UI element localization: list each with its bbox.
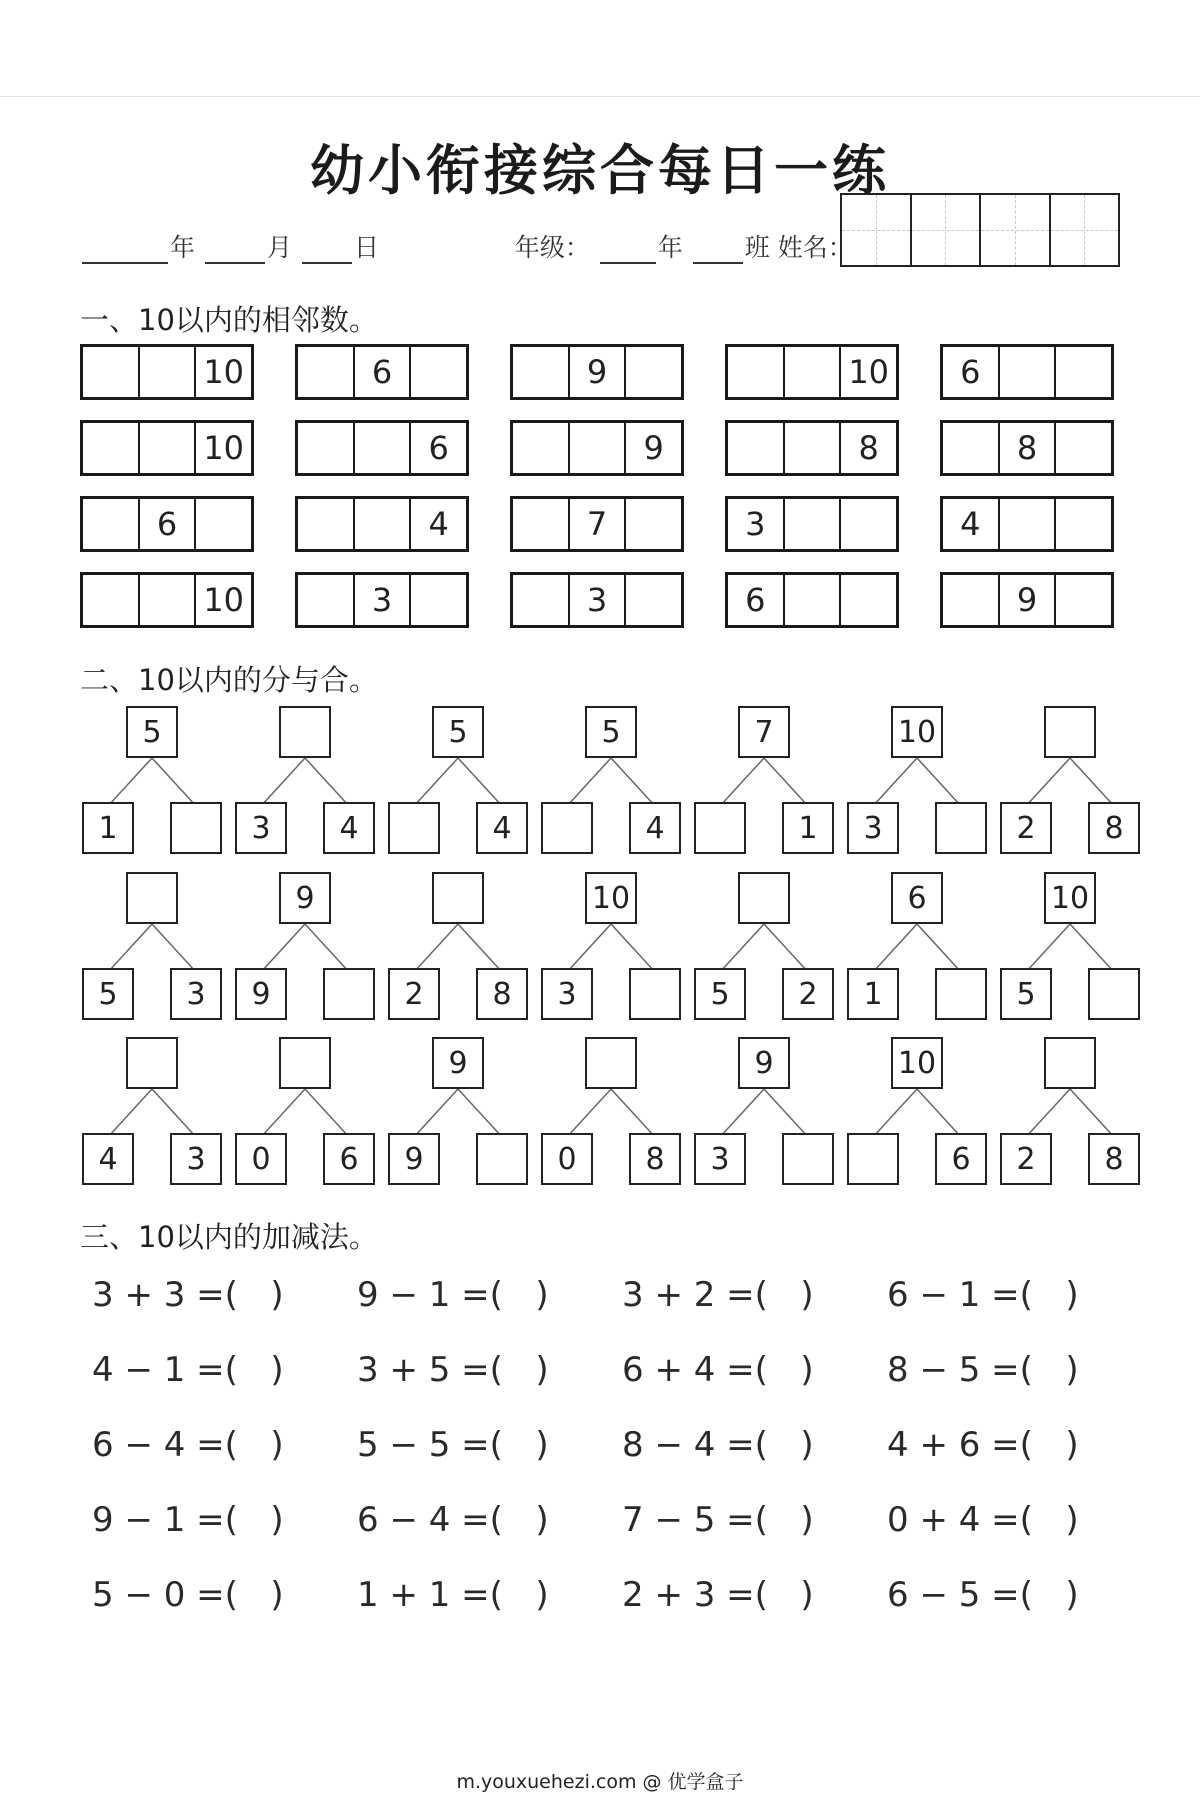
equation-item[interactable]: 7 − 5 =( ) <box>622 1500 814 1540</box>
equation-item[interactable]: 3 + 3 =( ) <box>92 1275 284 1315</box>
equation-item[interactable]: 6 − 4 =( ) <box>92 1425 284 1465</box>
neighbor-given-cell: 10 <box>848 353 890 391</box>
neighbor-given-cell: 9 <box>570 347 627 397</box>
bond-right-box-answer[interactable] <box>1088 968 1140 1020</box>
bond-right-box-answer[interactable] <box>935 802 987 854</box>
day-label: 日 <box>353 233 379 262</box>
neighbor-given-cell: 4 <box>943 499 1000 549</box>
neighbor-given-cell: 7 <box>570 499 627 549</box>
bond-top-box-given: 10 <box>1044 872 1096 924</box>
bond-line-left <box>261 924 305 972</box>
bond-left-box-given: 1 <box>847 968 899 1020</box>
bond-top-box-answer[interactable] <box>585 1037 637 1089</box>
bond-right-box-given: 6 <box>323 1133 375 1185</box>
bond-line-right <box>305 924 349 972</box>
bond-left-box-given: 2 <box>1000 802 1052 854</box>
bond-right-box-given: 2 <box>782 968 834 1020</box>
neighbor-given-cell: 6 <box>728 575 785 625</box>
bond-line-right <box>305 758 349 806</box>
bond-line-left <box>1026 924 1070 972</box>
bond-top-box-given: 9 <box>432 1037 484 1089</box>
bond-top-box-answer[interactable] <box>279 1037 331 1089</box>
month-label: 月 <box>266 233 292 262</box>
neighbor-given-cell: 10 <box>203 353 245 391</box>
bond-top-box-given: 9 <box>738 1037 790 1089</box>
bond-top-box-answer[interactable] <box>738 872 790 924</box>
neighbor-given-cell: 6 <box>943 347 1000 397</box>
neighbor-given-cell: 10 <box>203 581 245 619</box>
bond-top-box-answer[interactable] <box>432 872 484 924</box>
bond-line-right <box>917 1089 961 1137</box>
bond-line-left <box>567 924 611 972</box>
neighbor-given-cell: 6 <box>428 429 449 467</box>
bond-line-right <box>764 924 808 972</box>
bond-line-right <box>1070 1089 1114 1137</box>
bond-right-box-given: 8 <box>629 1133 681 1185</box>
equation-item[interactable]: 6 − 4 =( ) <box>357 1500 549 1540</box>
footer-watermark: m.youxuehezi.com @ 优学盒子 <box>456 1771 744 1793</box>
equation-item[interactable]: 4 − 1 =( ) <box>92 1350 284 1390</box>
bond-line-left <box>1026 1089 1070 1137</box>
bond-line-right <box>458 1089 502 1137</box>
equation-item[interactable]: 0 + 4 =( ) <box>887 1500 1079 1540</box>
bond-top-box-given: 10 <box>891 1037 943 1089</box>
equation-item[interactable]: 9 − 1 =( ) <box>92 1500 284 1540</box>
equation-item[interactable]: 6 + 4 =( ) <box>622 1350 814 1390</box>
equation-item[interactable]: 4 + 6 =( ) <box>887 1425 1079 1465</box>
bond-left-box-answer[interactable] <box>541 802 593 854</box>
neighbor-given-cell: 8 <box>858 429 879 467</box>
bond-left-box-given: 2 <box>388 968 440 1020</box>
bond-top-box-given: 10 <box>585 872 637 924</box>
bond-left-box-given: 9 <box>388 1133 440 1185</box>
bond-right-box-answer[interactable] <box>935 968 987 1020</box>
bond-line-right <box>917 758 961 806</box>
bond-line-right <box>305 1089 349 1137</box>
neighbor-given-cell: 9 <box>1000 575 1057 625</box>
page-title: 幼小衔接综合每日一练 <box>310 139 890 202</box>
bond-line-left <box>108 758 152 806</box>
neighbor-given-cell: 3 <box>355 575 412 625</box>
neighbor-given-cell: 4 <box>428 505 449 543</box>
bond-line-right <box>458 924 502 972</box>
bond-left-box-answer[interactable] <box>847 1133 899 1185</box>
section-neighbors-heading: 一、10以内的相邻数。 <box>80 303 378 337</box>
bond-left-box-given: 0 <box>541 1133 593 1185</box>
equation-item[interactable]: 6 − 5 =( ) <box>887 1575 1079 1615</box>
section-decomposition-heading: 二、10以内的分与合。 <box>80 663 378 697</box>
bond-right-box-answer[interactable] <box>629 968 681 1020</box>
bond-right-box-given: 3 <box>170 1133 222 1185</box>
bond-line-left <box>873 1089 917 1137</box>
bond-left-box-given: 5 <box>694 968 746 1020</box>
bond-left-box-given: 2 <box>1000 1133 1052 1185</box>
bond-line-left <box>567 1089 611 1137</box>
neighbor-given-cell: 3 <box>728 499 785 549</box>
bond-line-right <box>152 924 196 972</box>
bond-line-right <box>764 1089 808 1137</box>
neighbor-given-cell: 3 <box>570 575 627 625</box>
bond-line-left <box>873 758 917 806</box>
grade-label: 年级： <box>514 233 590 262</box>
bond-right-box-given: 6 <box>935 1133 987 1185</box>
equation-item[interactable]: 6 − 1 =( ) <box>887 1275 1079 1315</box>
bond-line-left <box>873 924 917 972</box>
bond-left-box-answer[interactable] <box>694 802 746 854</box>
bond-left-box-given: 5 <box>1000 968 1052 1020</box>
bond-line-left <box>108 1089 152 1137</box>
bond-line-right <box>1070 924 1114 972</box>
bond-right-box-given: 3 <box>170 968 222 1020</box>
bond-right-box-answer[interactable] <box>782 1133 834 1185</box>
class-label: 班 <box>744 233 770 262</box>
bond-right-box-given: 8 <box>476 968 528 1020</box>
neighbor-given-cell: 6 <box>355 347 412 397</box>
bond-line-right <box>764 758 808 806</box>
bond-top-box-answer[interactable] <box>126 872 178 924</box>
grade-year-label: 年 <box>657 233 683 262</box>
bond-left-box-given: 3 <box>694 1133 746 1185</box>
bond-top-box-answer[interactable] <box>1044 1037 1096 1089</box>
bond-left-box-given: 3 <box>541 968 593 1020</box>
bond-line-right <box>458 758 502 806</box>
bond-right-box-given: 8 <box>1088 802 1140 854</box>
bond-line-left <box>261 1089 305 1137</box>
bond-line-right <box>152 758 196 806</box>
bond-right-box-given: 4 <box>629 802 681 854</box>
bond-line-left <box>720 1089 764 1137</box>
bond-line-right <box>611 1089 655 1137</box>
bond-top-box-answer[interactable] <box>126 1037 178 1089</box>
bond-right-box-given: 4 <box>476 802 528 854</box>
bond-left-box-given: 3 <box>235 802 287 854</box>
bond-top-box-given: 10 <box>891 706 943 758</box>
bond-top-box-given: 7 <box>738 706 790 758</box>
bond-right-box-given: 1 <box>782 802 834 854</box>
section-arithmetic-heading: 三、10以内的加减法。 <box>80 1220 378 1254</box>
neighbor-given-cell: 8 <box>1000 423 1057 473</box>
bond-top-box-given: 6 <box>891 872 943 924</box>
equation-item[interactable]: 5 − 5 =( ) <box>357 1425 549 1465</box>
year-label: 年 <box>170 233 196 262</box>
bond-line-left <box>414 924 458 972</box>
neighbor-given-cell: 10 <box>203 429 245 467</box>
bond-line-left <box>414 758 458 806</box>
bond-line-left <box>720 924 764 972</box>
bond-left-box-answer[interactable] <box>388 802 440 854</box>
bond-line-right <box>1070 758 1114 806</box>
bond-line-left <box>567 758 611 806</box>
bond-line-right <box>611 924 655 972</box>
bond-left-box-given: 3 <box>847 802 899 854</box>
bond-left-box-given: 1 <box>82 802 134 854</box>
bond-line-right <box>152 1089 196 1137</box>
bond-line-left <box>414 1089 458 1137</box>
equation-item[interactable]: 1 + 1 =( ) <box>357 1575 549 1615</box>
equation-item[interactable]: 2 + 3 =( ) <box>622 1575 814 1615</box>
equation-item[interactable]: 8 − 5 =( ) <box>887 1350 1079 1390</box>
bond-line-right <box>611 758 655 806</box>
bond-right-box-answer[interactable] <box>170 802 222 854</box>
neighbor-given-cell: 6 <box>140 499 197 549</box>
name-label: 姓名： <box>777 233 853 262</box>
bond-right-box-given: 8 <box>1088 1133 1140 1185</box>
equation-item[interactable]: 5 − 0 =( ) <box>92 1575 284 1615</box>
equation-item[interactable]: 9 − 1 =( ) <box>357 1275 549 1315</box>
bond-top-box-given: 9 <box>279 872 331 924</box>
bond-left-box-given: 5 <box>82 968 134 1020</box>
bond-left-box-given: 9 <box>235 968 287 1020</box>
bond-top-box-given: 5 <box>432 706 484 758</box>
bond-line-left <box>261 758 305 806</box>
bond-top-box-given: 5 <box>585 706 637 758</box>
bond-right-box-given: 4 <box>323 802 375 854</box>
equation-item[interactable]: 3 + 5 =( ) <box>357 1350 549 1390</box>
bond-top-box-given: 5 <box>126 706 178 758</box>
equation-item[interactable]: 8 − 4 =( ) <box>622 1425 814 1465</box>
neighbor-given-cell: 9 <box>643 429 664 467</box>
bond-top-box-answer[interactable] <box>1044 706 1096 758</box>
bond-line-left <box>1026 758 1070 806</box>
equation-item[interactable]: 3 + 2 =( ) <box>622 1275 814 1315</box>
bond-right-box-answer[interactable] <box>476 1133 528 1185</box>
bond-line-left <box>108 924 152 972</box>
bond-line-right <box>917 924 961 972</box>
bond-right-box-answer[interactable] <box>323 968 375 1020</box>
bond-top-box-answer[interactable] <box>279 706 331 758</box>
bond-line-left <box>720 758 764 806</box>
bond-left-box-given: 0 <box>235 1133 287 1185</box>
bond-left-box-given: 4 <box>82 1133 134 1185</box>
